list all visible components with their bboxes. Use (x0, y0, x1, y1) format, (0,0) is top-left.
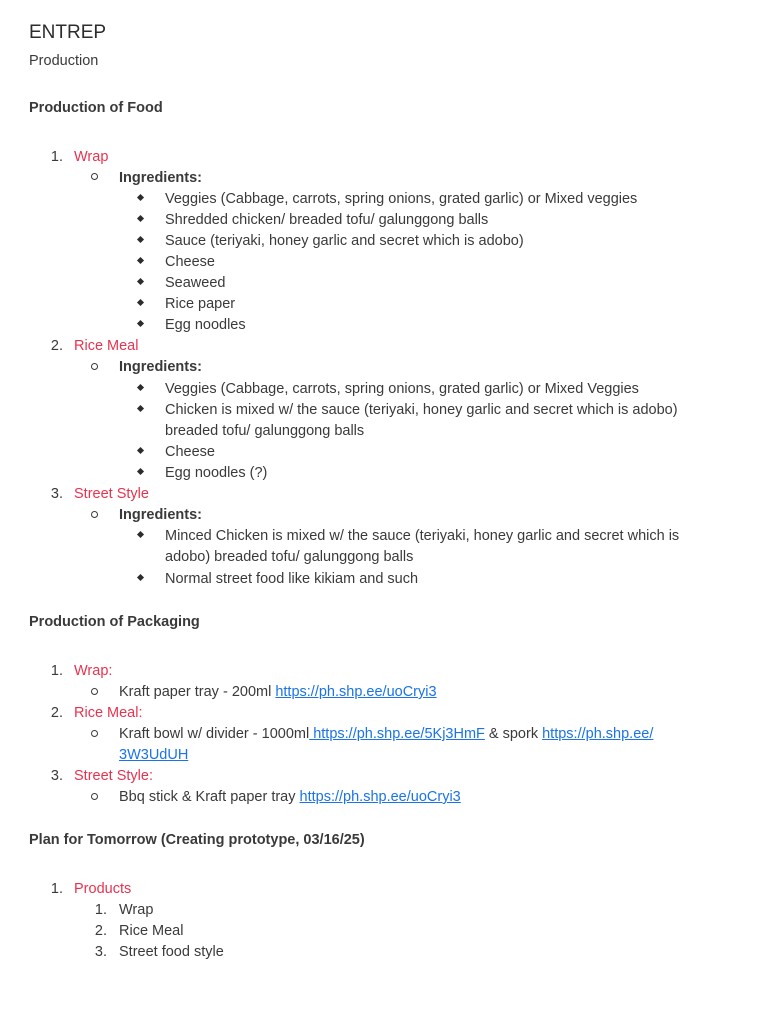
diamond-bullet-icon (137, 257, 144, 264)
list-number: 2. (94, 923, 107, 939)
food-item-street-style: Street Style (74, 486, 149, 502)
plan-subitem: Wrap (119, 902, 154, 918)
list-item: Minced Chicken is mixed w/ the sauce (teriyaki, honey garlic and secret which is (165, 528, 680, 544)
packaging-rice-mid: & spork (484, 726, 543, 742)
document-title: ENTREP (29, 22, 107, 43)
list-number: 2. (50, 705, 63, 721)
diamond-bullet-icon (137, 236, 144, 243)
list-item: Cheese (165, 254, 215, 270)
list-number: 1. (50, 663, 63, 679)
list-number: 3. (94, 944, 107, 960)
circle-bullet-icon (91, 688, 98, 695)
list-item: Cheese (165, 444, 215, 460)
packaging-item-wrap: Wrap: (74, 663, 113, 679)
list-item: Veggies (Cabbage, carrots, spring onions, grated garlic) or Mixed Veggies (165, 381, 639, 397)
packaging-heading: Production of Packaging (29, 614, 200, 630)
list-number: 2. (50, 338, 63, 354)
list-item-continuation: breaded tofu/ galunggong balls (165, 423, 365, 439)
list-item: Normal street food like kikiam and such (165, 571, 419, 587)
circle-bullet-icon (91, 511, 98, 518)
list-item: Egg noodles (?) (165, 465, 268, 481)
spork-link-cont[interactable]: 3W3UdUH (119, 747, 189, 763)
ingredients-label: Ingredients: (119, 507, 202, 523)
list-item: Chicken is mixed w/ the sauce (teriyaki, honey garlic and secret which is adobo) (165, 402, 678, 418)
ingredients-label: Ingredients: (119, 359, 202, 375)
list-number: 3. (50, 486, 63, 502)
diamond-bullet-icon (137, 278, 144, 285)
plan-subitem: Street food style (119, 944, 224, 960)
packaging-rice-line (119, 724, 653, 744)
plan-heading: Plan for Tomorrow (Creating prototype, 03/16/25) (29, 832, 365, 848)
spork-link[interactable]: https://ph.shp.ee/ (542, 726, 654, 742)
list-item: Egg noodles (165, 317, 246, 333)
diamond-bullet-icon (137, 447, 144, 454)
packaging-item-rice-meal: Rice Meal: (74, 705, 143, 721)
list-number: 1. (50, 149, 63, 165)
list-item: Veggies (Cabbage, carrots, spring onions, grated garlic) or Mixed veggies (165, 191, 638, 207)
street-tray-link[interactable]: https://ph.shp.ee/uoCryi3 (299, 789, 461, 805)
diamond-bullet-icon (137, 468, 144, 475)
packaging-rice-line-cont (119, 745, 188, 765)
circle-bullet-icon (91, 730, 98, 737)
list-number: 1. (94, 902, 107, 918)
document-subtitle: Production (29, 53, 99, 69)
packaging-street-line (119, 787, 461, 807)
diamond-bullet-icon (137, 215, 144, 222)
list-number: 1. (50, 881, 63, 897)
diamond-bullet-icon (137, 299, 144, 306)
circle-bullet-icon (91, 363, 98, 370)
list-number: 3. (50, 768, 63, 784)
list-item-continuation: adobo) breaded tofu/ galunggong balls (165, 549, 414, 565)
circle-bullet-icon (91, 793, 98, 800)
food-item-rice-meal: Rice Meal (74, 338, 139, 354)
packaging-rice-text: Kraft bowl w/ divider - 1000ml (119, 726, 310, 742)
packaging-wrap-line (119, 682, 437, 702)
diamond-bullet-icon (137, 574, 144, 581)
rice-bowl-link[interactable]: https://ph.shp.ee/5Kj3HmF (309, 726, 485, 742)
diamond-bullet-icon (137, 384, 144, 391)
packaging-item-street-style: Street Style: (74, 768, 153, 784)
food-item-wrap: Wrap (74, 149, 109, 165)
packaging-street-text: Bbq stick & Kraft paper tray (119, 789, 300, 805)
wrap-tray-link[interactable]: https://ph.shp.ee/uoCryi3 (275, 684, 437, 700)
diamond-bullet-icon (137, 531, 144, 538)
diamond-bullet-icon (137, 320, 144, 327)
circle-bullet-icon (91, 173, 98, 180)
plan-subitem: Rice Meal (119, 923, 184, 939)
list-item: Rice paper (165, 296, 236, 312)
ingredients-label: Ingredients: (119, 170, 202, 186)
list-item: Shredded chicken/ breaded tofu/ galunggong balls (165, 212, 489, 228)
plan-item-products: Products (74, 881, 132, 897)
packaging-wrap-text: Kraft paper tray - 200ml (119, 684, 276, 700)
diamond-bullet-icon (137, 194, 144, 201)
food-heading: Production of Food (29, 100, 163, 116)
list-item: Seaweed (165, 275, 226, 291)
list-item: Sauce (teriyaki, honey garlic and secret which is adobo) (165, 233, 524, 249)
diamond-bullet-icon (137, 405, 144, 412)
